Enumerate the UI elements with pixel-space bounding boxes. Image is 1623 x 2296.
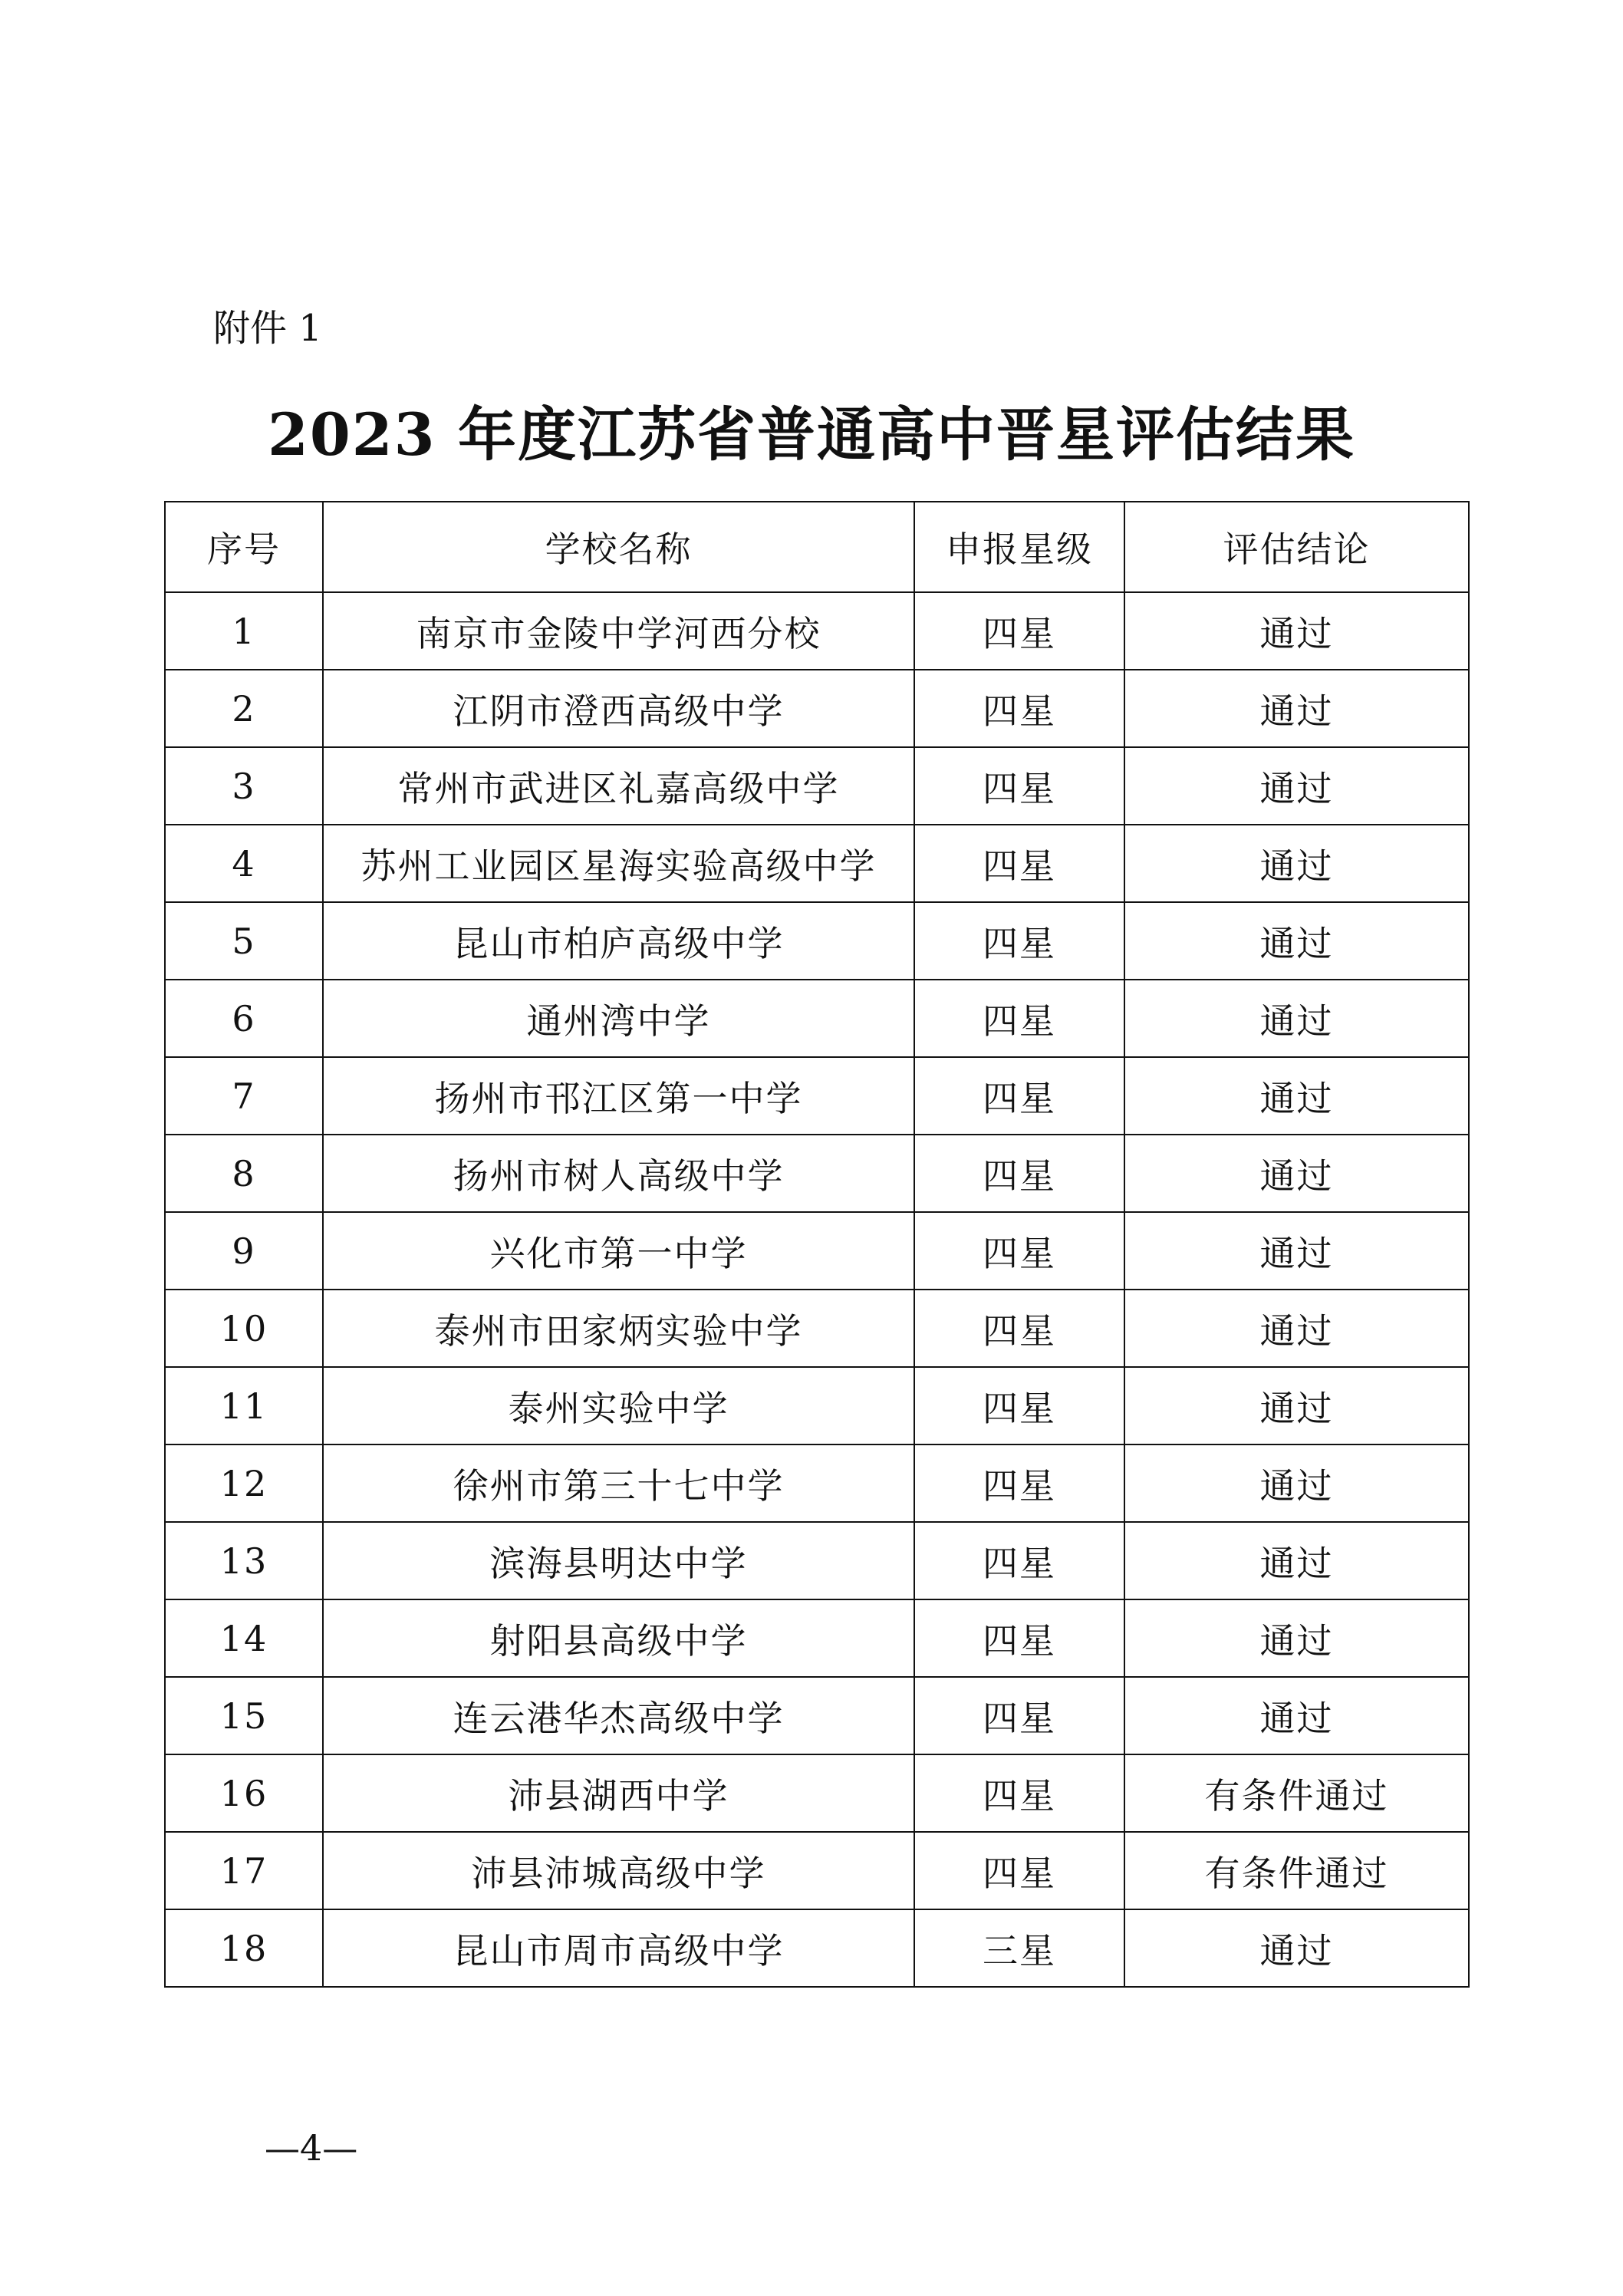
cell-school-name: 通州湾中学 — [323, 980, 914, 1057]
results-table — [164, 501, 1470, 1988]
table-row — [165, 1135, 1469, 1212]
cell-star-level: 三星 — [914, 1909, 1124, 1987]
cell-serial-number: 8 — [165, 1135, 323, 1212]
cell-star-level: 四星 — [914, 1135, 1124, 1212]
cell-school-name: 昆山市周市高级中学 — [323, 1909, 914, 1987]
table-row — [165, 1909, 1469, 1987]
cell-serial-number: 18 — [165, 1909, 323, 1987]
cell-star-level: 四星 — [914, 747, 1124, 825]
table-row — [165, 1522, 1469, 1599]
cell-serial-number: 17 — [165, 1832, 323, 1909]
header-star-level: 申报星级 — [914, 502, 1124, 592]
cell-serial-number: 1 — [165, 592, 323, 670]
cell-result: 通过 — [1124, 1522, 1469, 1599]
cell-serial-number: 12 — [165, 1444, 323, 1522]
cell-result: 有条件通过 — [1124, 1832, 1469, 1909]
cell-result: 有条件通过 — [1124, 1754, 1469, 1832]
cell-result: 通过 — [1124, 670, 1469, 747]
table-header-row — [165, 502, 1469, 592]
document-title: 2023 年度江苏省普通高中晋星评估结果 — [268, 400, 1355, 469]
cell-star-level: 四星 — [914, 1599, 1124, 1677]
cell-school-name: 苏州工业园区星海实验高级中学 — [323, 825, 914, 902]
cell-star-level: 四星 — [914, 1754, 1124, 1832]
table-row — [165, 825, 1469, 902]
cell-school-name: 泰州市田家炳实验中学 — [323, 1290, 914, 1367]
table-row — [165, 1212, 1469, 1290]
cell-star-level: 四星 — [914, 1832, 1124, 1909]
cell-star-level: 四星 — [914, 1367, 1124, 1444]
cell-result: 通过 — [1124, 1677, 1469, 1754]
cell-serial-number: 13 — [165, 1522, 323, 1599]
cell-serial-number: 15 — [165, 1677, 323, 1754]
cell-serial-number: 11 — [165, 1367, 323, 1444]
cell-result: 通过 — [1124, 747, 1469, 825]
cell-star-level: 四星 — [914, 1290, 1124, 1367]
cell-result: 通过 — [1124, 1057, 1469, 1135]
cell-result: 通过 — [1124, 902, 1469, 980]
table-row — [165, 1367, 1469, 1444]
cell-serial-number: 16 — [165, 1754, 323, 1832]
cell-result: 通过 — [1124, 592, 1469, 670]
cell-star-level: 四星 — [914, 902, 1124, 980]
cell-school-name: 扬州市邗江区第一中学 — [323, 1057, 914, 1135]
cell-star-level: 四星 — [914, 980, 1124, 1057]
cell-result: 通过 — [1124, 1290, 1469, 1367]
cell-star-level: 四星 — [914, 1677, 1124, 1754]
cell-school-name: 沛县湖西中学 — [323, 1754, 914, 1832]
table-body — [165, 592, 1469, 1987]
cell-school-name: 扬州市树人高级中学 — [323, 1135, 914, 1212]
table-row — [165, 980, 1469, 1057]
cell-school-name: 射阳县高级中学 — [323, 1599, 914, 1677]
table-row — [165, 1832, 1469, 1909]
cell-result: 通过 — [1124, 1212, 1469, 1290]
cell-star-level: 四星 — [914, 1444, 1124, 1522]
table-row — [165, 1599, 1469, 1677]
cell-result: 通过 — [1124, 1135, 1469, 1212]
cell-serial-number: 2 — [165, 670, 323, 747]
cell-school-name: 滨海县明达中学 — [323, 1522, 914, 1599]
cell-school-name: 徐州市第三十七中学 — [323, 1444, 914, 1522]
cell-school-name: 南京市金陵中学河西分校 — [323, 592, 914, 670]
cell-school-name: 昆山市柏庐高级中学 — [323, 902, 914, 980]
table-row — [165, 1754, 1469, 1832]
cell-result: 通过 — [1124, 1909, 1469, 1987]
cell-serial-number: 9 — [165, 1212, 323, 1290]
table-row — [165, 1677, 1469, 1754]
table-row — [165, 1290, 1469, 1367]
cell-serial-number: 4 — [165, 825, 323, 902]
cell-serial-number: 7 — [165, 1057, 323, 1135]
cell-result: 通过 — [1124, 825, 1469, 902]
table-row — [165, 902, 1469, 980]
cell-result: 通过 — [1124, 1444, 1469, 1522]
cell-school-name: 沛县沛城高级中学 — [323, 1832, 914, 1909]
cell-serial-number: 14 — [165, 1599, 323, 1677]
cell-result: 通过 — [1124, 1599, 1469, 1677]
attachment-label: 附件 1 — [213, 307, 322, 350]
cell-serial-number: 3 — [165, 747, 323, 825]
cell-serial-number: 6 — [165, 980, 323, 1057]
header-serial-number: 序号 — [165, 502, 323, 592]
cell-school-name: 兴化市第一中学 — [323, 1212, 914, 1290]
cell-star-level: 四星 — [914, 1212, 1124, 1290]
cell-school-name: 江阴市澄西高级中学 — [323, 670, 914, 747]
header-school-name: 学校名称 — [323, 502, 914, 592]
cell-school-name: 常州市武进区礼嘉高级中学 — [323, 747, 914, 825]
cell-serial-number: 5 — [165, 902, 323, 980]
table-row — [165, 1057, 1469, 1135]
cell-serial-number: 10 — [165, 1290, 323, 1367]
cell-school-name: 泰州实验中学 — [323, 1367, 914, 1444]
table-row — [165, 747, 1469, 825]
cell-star-level: 四星 — [914, 592, 1124, 670]
table-row — [165, 1444, 1469, 1522]
cell-star-level: 四星 — [914, 825, 1124, 902]
header-result: 评估结论 — [1124, 502, 1469, 592]
cell-school-name: 连云港华杰高级中学 — [323, 1677, 914, 1754]
table-row — [165, 592, 1469, 670]
cell-result: 通过 — [1124, 1367, 1469, 1444]
table-row — [165, 670, 1469, 747]
page-number: —4— — [265, 2127, 358, 2169]
cell-result: 通过 — [1124, 980, 1469, 1057]
cell-star-level: 四星 — [914, 670, 1124, 747]
cell-star-level: 四星 — [914, 1522, 1124, 1599]
cell-star-level: 四星 — [914, 1057, 1124, 1135]
